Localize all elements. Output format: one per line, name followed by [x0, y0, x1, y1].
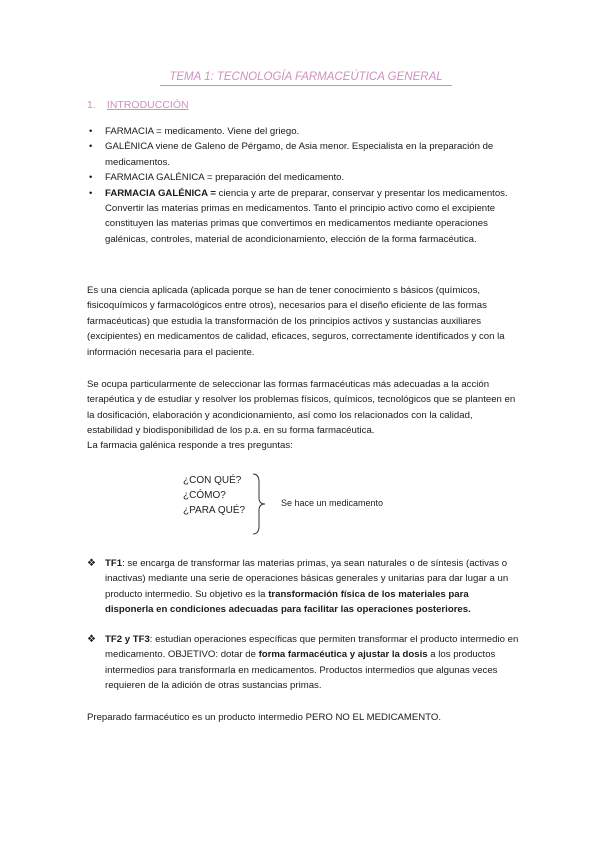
bullet-dot-icon: • — [89, 187, 93, 199]
question-item: ¿CÓMO? — [183, 490, 226, 501]
diamond-bullet-icon: ❖ — [87, 634, 96, 645]
section-number: 1. — [87, 99, 96, 111]
tf1-label: TF1 — [105, 558, 123, 569]
paragraph-closing: Preparado farmacéutico es un producto intermedio PERO NO EL MEDICAMENTO. — [87, 712, 442, 723]
tf1-bold: transformación física de los materiales para disponerla en condiciones adecuadas para facilitar las operaciones posteriores. — [105, 588, 471, 616]
list-item-bold: FARMACIA GALÉNICA = — [105, 187, 216, 199]
list-item-text: FARMACIA GALÉNICA = preparación del medicamento. — [105, 172, 345, 184]
list-item-text: FARMACIA = medicamento. Viene del griego. — [105, 126, 300, 137]
list-item — [87, 139, 519, 170]
questions-answer: Se hace un medicamento — [281, 498, 384, 508]
question-item: ¿CON QUÉ? — [183, 475, 242, 486]
list-item-text: GALÉNICA viene de Galeno de Pérgamo, de Asia menor. Especialista en la preparación de medicamentos. — [105, 141, 494, 168]
tf1-text — [87, 556, 519, 618]
tf1-text-a: : se encarga de transformar las materias primas, ya sean naturales o de síntesis (activas o inactivas) mediante una serie de operaciones básicas generales y unitarias para dar lugar a un producto intermedio. Su objetivo es la — [105, 558, 509, 600]
list-item-text: ciencia y arte de preparar, conservar y presentar los medicamentos. Convertir las materias primas en medicamentos. Tanto el principio activo como el excipiente constituyen las materias primas que convertimos en medicamentos mediante operaciones galénicas, controles, material de acondicionamiento, elección de la forma farmacéutica. — [105, 187, 508, 245]
bullet-dot-icon: • — [89, 126, 93, 137]
tf2-item — [87, 632, 519, 694]
tf2-label: TF2 y TF3 — [105, 634, 150, 645]
diamond-bullet-icon: ❖ — [87, 558, 96, 569]
section-heading — [87, 99, 189, 111]
bullet-dot-icon: • — [89, 141, 93, 153]
tf1-item — [87, 556, 519, 618]
paragraph-questions-intro: La farmacia galénica responde a tres preguntas: — [87, 440, 293, 451]
question-item: ¿PARA QUÉ? — [183, 505, 246, 516]
right-brace-icon — [252, 472, 266, 536]
questions-list — [183, 473, 245, 518]
tf2-text — [87, 632, 519, 694]
tf2-text-a: : estudian operaciones específicas que permiten transformar el producto intermedio en medicamento. OBJETIVO: dotar de — [105, 634, 519, 661]
section-label: INTRODUCCIÓN — [106, 99, 189, 111]
list-item — [87, 170, 519, 185]
bullet-dot-icon: • — [89, 172, 93, 184]
document-title: TEMA 1: TECNOLOGÍA FARMACEÚTICA GENERAL — [160, 71, 452, 86]
paragraph-scope: Se ocupa particularmente de seleccionar las formas farmacéuticas más adecuadas a la acción terapéutica y de estudiar y resolver los problemas físicos, químicos, tecnológicos que se planteen en la dosificación, elaboración y acondicionamiento, así como los relacionados con la calidad, estabilidad y biodisponibilidad de los p.a. en su forma farmacéutica. — [87, 379, 516, 437]
bullet-list — [87, 124, 519, 247]
tf2-bold: forma farmacéutica y ajustar la dosis — [258, 649, 428, 661]
list-item — [87, 124, 519, 139]
tf2-text-b: a los productos intermedios para transformarla en medicamentos. Productos intermedios que algunas veces requieren de la adición de otras sustancias primas. — [105, 649, 498, 692]
list-item — [87, 186, 519, 248]
paragraph-definition: Es una ciencia aplicada (aplicada porque se han de tener conocimiento s básicos (químicos, fisicoquímicos y farmacológicos entre otros), necesarios para el diseño eficiente de las formas farmacéuticas) que estudia la transformación de los principios activos y sustancias auxiliares (excipientes) en medicamentos de calidad, eficaces, seguros, correctamente identificados y con la información necesaria para el paciente. — [87, 285, 505, 358]
